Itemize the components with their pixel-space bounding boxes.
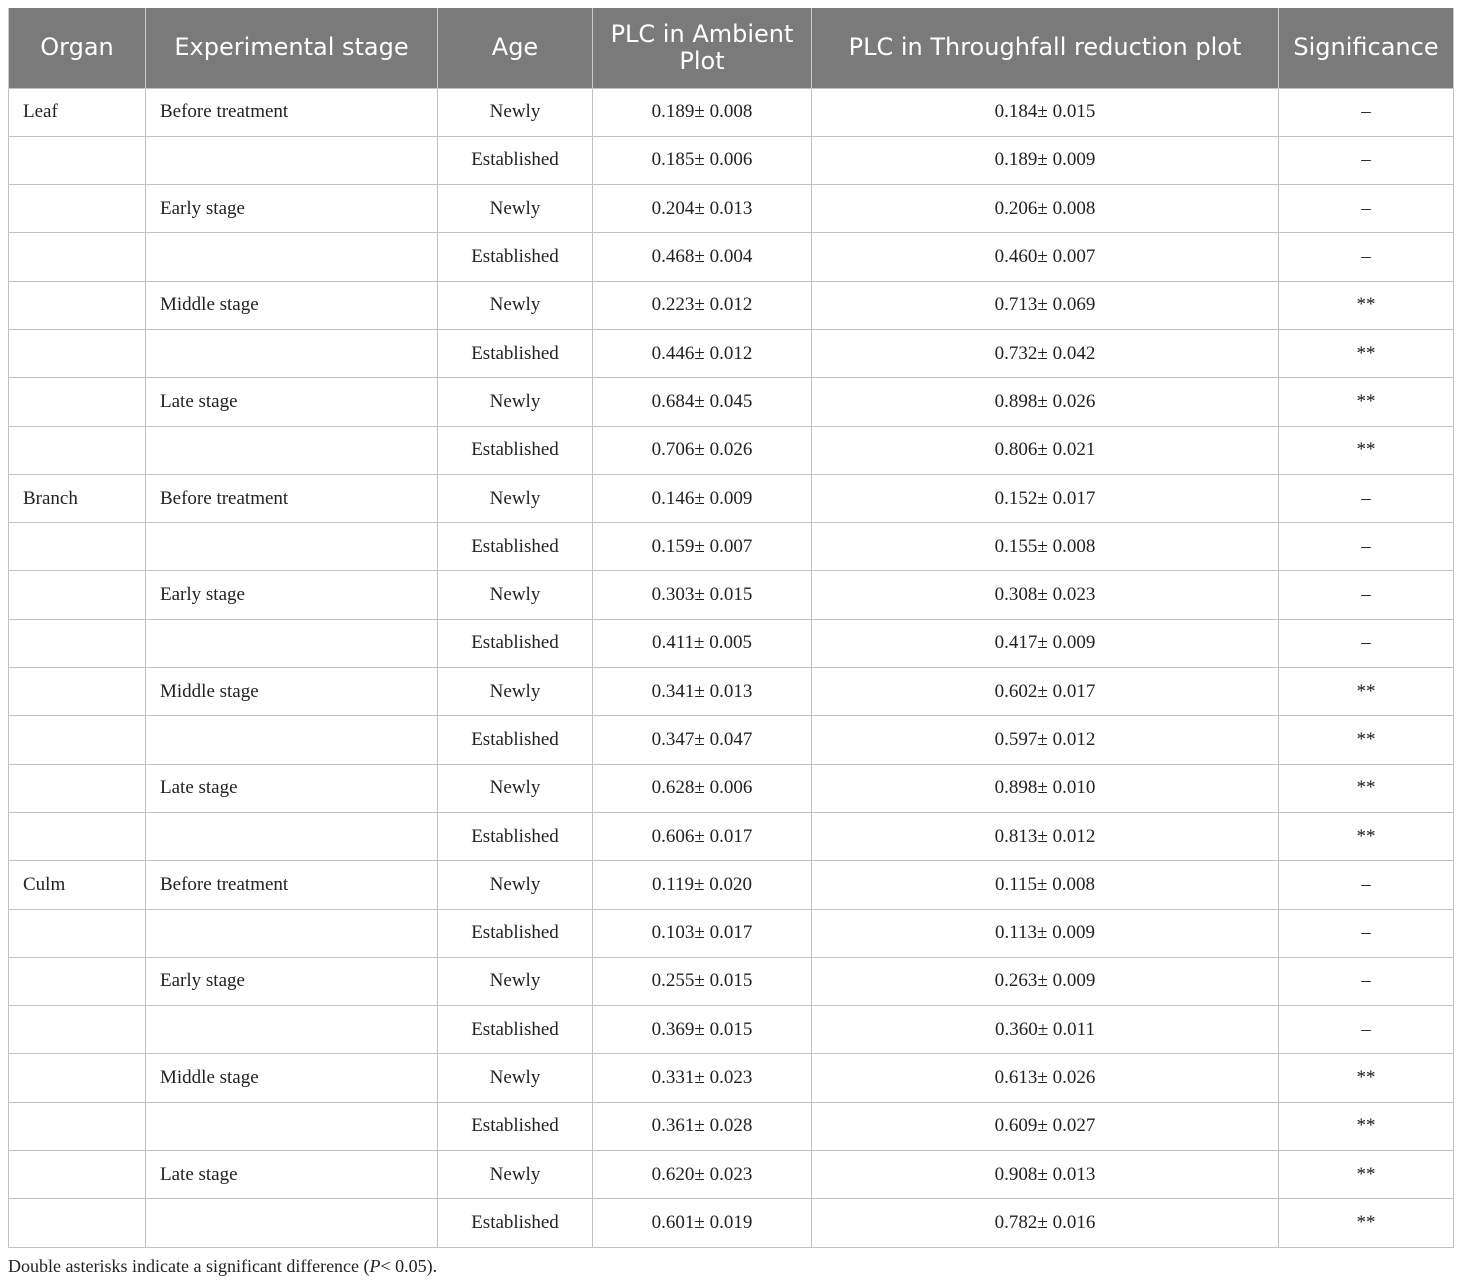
cell-age: Established xyxy=(438,136,593,184)
cell-plc-ambient: 0.146± 0.009 xyxy=(593,474,812,522)
cell-age: Established xyxy=(438,716,593,764)
cell-significance: ** xyxy=(1279,668,1454,716)
cell-significance: ** xyxy=(1279,1151,1454,1199)
cell-plc-throughfall: 0.152± 0.017 xyxy=(812,474,1279,522)
table-row xyxy=(9,281,1454,329)
cell-plc-throughfall: 0.806± 0.021 xyxy=(812,426,1279,474)
cell-experimental-stage: Before treatment xyxy=(146,474,438,522)
cell-experimental-stage: Before treatment xyxy=(146,88,438,136)
cell-experimental-stage xyxy=(146,426,438,474)
table-row xyxy=(9,716,1454,764)
footnote-text-end: < 0.05). xyxy=(380,1256,438,1276)
cell-plc-throughfall: 0.613± 0.026 xyxy=(812,1054,1279,1102)
header-experimental-stage: Experimental stage xyxy=(146,8,438,88)
table-row xyxy=(9,185,1454,233)
table-row xyxy=(9,1006,1454,1054)
cell-plc-throughfall: 0.597± 0.012 xyxy=(812,716,1279,764)
cell-significance: – xyxy=(1279,136,1454,184)
cell-organ xyxy=(9,619,146,667)
cell-plc-throughfall: 0.782± 0.016 xyxy=(812,1199,1279,1247)
cell-significance: – xyxy=(1279,957,1454,1005)
cell-significance: ** xyxy=(1279,426,1454,474)
cell-age: Established xyxy=(438,1102,593,1150)
table-row xyxy=(9,426,1454,474)
cell-organ: Culm xyxy=(9,861,146,909)
cell-significance: – xyxy=(1279,861,1454,909)
cell-significance: – xyxy=(1279,185,1454,233)
table-row xyxy=(9,1151,1454,1199)
header-significance: Significance xyxy=(1279,8,1454,88)
cell-plc-ambient: 0.159± 0.007 xyxy=(593,523,812,571)
table-row xyxy=(9,1054,1454,1102)
plc-table xyxy=(8,8,1454,1248)
cell-plc-throughfall: 0.908± 0.013 xyxy=(812,1151,1279,1199)
cell-significance: ** xyxy=(1279,764,1454,812)
table-row xyxy=(9,764,1454,812)
header-plc-throughfall: PLC in Throughfall reduction plot xyxy=(812,8,1279,88)
cell-age: Established xyxy=(438,1006,593,1054)
cell-plc-ambient: 0.189± 0.008 xyxy=(593,88,812,136)
table-row xyxy=(9,1102,1454,1150)
cell-plc-throughfall: 0.460± 0.007 xyxy=(812,233,1279,281)
cell-experimental-stage xyxy=(146,329,438,377)
cell-age: Newly xyxy=(438,474,593,522)
cell-experimental-stage: Middle stage xyxy=(146,668,438,716)
cell-organ xyxy=(9,1006,146,1054)
cell-organ xyxy=(9,378,146,426)
cell-plc-ambient: 0.331± 0.023 xyxy=(593,1054,812,1102)
cell-plc-throughfall: 0.155± 0.008 xyxy=(812,523,1279,571)
cell-experimental-stage: Late stage xyxy=(146,378,438,426)
cell-age: Newly xyxy=(438,185,593,233)
cell-organ xyxy=(9,136,146,184)
cell-organ xyxy=(9,1102,146,1150)
cell-plc-ambient: 0.185± 0.006 xyxy=(593,136,812,184)
table-row xyxy=(9,378,1454,426)
cell-organ xyxy=(9,281,146,329)
cell-experimental-stage xyxy=(146,523,438,571)
table-row xyxy=(9,233,1454,281)
table-row xyxy=(9,474,1454,522)
cell-age: Established xyxy=(438,329,593,377)
cell-organ xyxy=(9,716,146,764)
cell-plc-ambient: 0.628± 0.006 xyxy=(593,764,812,812)
cell-organ: Leaf xyxy=(9,88,146,136)
cell-age: Established xyxy=(438,619,593,667)
cell-plc-ambient: 0.255± 0.015 xyxy=(593,957,812,1005)
cell-plc-throughfall: 0.189± 0.009 xyxy=(812,136,1279,184)
cell-significance: ** xyxy=(1279,1054,1454,1102)
cell-plc-throughfall: 0.898± 0.026 xyxy=(812,378,1279,426)
cell-experimental-stage xyxy=(146,1102,438,1150)
cell-organ xyxy=(9,668,146,716)
cell-experimental-stage xyxy=(146,619,438,667)
cell-plc-throughfall: 0.113± 0.009 xyxy=(812,909,1279,957)
cell-experimental-stage: Early stage xyxy=(146,185,438,233)
cell-organ xyxy=(9,764,146,812)
table-row xyxy=(9,909,1454,957)
table-footnote xyxy=(8,1256,437,1277)
cell-plc-throughfall: 0.184± 0.015 xyxy=(812,88,1279,136)
cell-plc-ambient: 0.103± 0.017 xyxy=(593,909,812,957)
cell-plc-ambient: 0.468± 0.004 xyxy=(593,233,812,281)
cell-organ xyxy=(9,185,146,233)
cell-age: Established xyxy=(438,426,593,474)
cell-plc-ambient: 0.347± 0.047 xyxy=(593,716,812,764)
cell-significance: – xyxy=(1279,88,1454,136)
table-row xyxy=(9,861,1454,909)
footnote-p-italic: P xyxy=(369,1256,381,1276)
cell-significance: – xyxy=(1279,1006,1454,1054)
cell-organ xyxy=(9,571,146,619)
cell-plc-ambient: 0.223± 0.012 xyxy=(593,281,812,329)
cell-significance: – xyxy=(1279,909,1454,957)
cell-plc-ambient: 0.601± 0.019 xyxy=(593,1199,812,1247)
table-row xyxy=(9,571,1454,619)
cell-experimental-stage xyxy=(146,136,438,184)
cell-plc-throughfall: 0.713± 0.069 xyxy=(812,281,1279,329)
cell-organ xyxy=(9,957,146,1005)
cell-plc-ambient: 0.303± 0.015 xyxy=(593,571,812,619)
cell-significance: – xyxy=(1279,233,1454,281)
cell-significance: ** xyxy=(1279,378,1454,426)
cell-plc-ambient: 0.706± 0.026 xyxy=(593,426,812,474)
cell-age: Newly xyxy=(438,764,593,812)
cell-significance: – xyxy=(1279,474,1454,522)
table-row xyxy=(9,619,1454,667)
cell-organ xyxy=(9,1199,146,1247)
cell-significance: ** xyxy=(1279,1199,1454,1247)
cell-age: Newly xyxy=(438,378,593,426)
cell-experimental-stage: Before treatment xyxy=(146,861,438,909)
table-header xyxy=(9,8,1454,88)
cell-organ xyxy=(9,233,146,281)
cell-age: Newly xyxy=(438,1151,593,1199)
cell-plc-throughfall: 0.263± 0.009 xyxy=(812,957,1279,1005)
table-row xyxy=(9,1199,1454,1247)
cell-age: Newly xyxy=(438,571,593,619)
cell-age: Established xyxy=(438,233,593,281)
cell-plc-throughfall: 0.360± 0.011 xyxy=(812,1006,1279,1054)
cell-plc-throughfall: 0.308± 0.023 xyxy=(812,571,1279,619)
table-row xyxy=(9,668,1454,716)
cell-age: Newly xyxy=(438,861,593,909)
cell-significance: – xyxy=(1279,619,1454,667)
cell-significance: ** xyxy=(1279,1102,1454,1150)
cell-age: Established xyxy=(438,812,593,860)
cell-plc-ambient: 0.620± 0.023 xyxy=(593,1151,812,1199)
cell-age: Newly xyxy=(438,1054,593,1102)
cell-experimental-stage: Late stage xyxy=(146,1151,438,1199)
table-row xyxy=(9,957,1454,1005)
cell-age: Newly xyxy=(438,668,593,716)
table-row xyxy=(9,136,1454,184)
cell-experimental-stage: Early stage xyxy=(146,957,438,1005)
cell-plc-throughfall: 0.602± 0.017 xyxy=(812,668,1279,716)
cell-plc-ambient: 0.606± 0.017 xyxy=(593,812,812,860)
cell-plc-throughfall: 0.609± 0.027 xyxy=(812,1102,1279,1150)
table-body xyxy=(9,88,1454,1247)
cell-significance: ** xyxy=(1279,281,1454,329)
table-row xyxy=(9,88,1454,136)
table-row xyxy=(9,812,1454,860)
footnote-text: Double asterisks indicate a significant difference ( xyxy=(8,1256,370,1276)
cell-significance: ** xyxy=(1279,329,1454,377)
cell-plc-throughfall: 0.115± 0.008 xyxy=(812,861,1279,909)
cell-experimental-stage xyxy=(146,812,438,860)
cell-age: Newly xyxy=(438,88,593,136)
cell-significance: ** xyxy=(1279,812,1454,860)
data-table-container xyxy=(8,8,1453,1248)
cell-experimental-stage: Early stage xyxy=(146,571,438,619)
cell-organ xyxy=(9,909,146,957)
cell-plc-ambient: 0.341± 0.013 xyxy=(593,668,812,716)
cell-organ xyxy=(9,523,146,571)
cell-experimental-stage: Middle stage xyxy=(146,281,438,329)
cell-organ xyxy=(9,329,146,377)
cell-experimental-stage: Middle stage xyxy=(146,1054,438,1102)
cell-experimental-stage xyxy=(146,1006,438,1054)
cell-plc-ambient: 0.119± 0.020 xyxy=(593,861,812,909)
header-row xyxy=(9,8,1454,88)
table-row xyxy=(9,523,1454,571)
header-age: Age xyxy=(438,8,593,88)
cell-significance: ** xyxy=(1279,716,1454,764)
cell-organ xyxy=(9,812,146,860)
header-plc-ambient: PLC in Ambient Plot xyxy=(593,8,812,88)
cell-plc-throughfall: 0.417± 0.009 xyxy=(812,619,1279,667)
cell-plc-ambient: 0.446± 0.012 xyxy=(593,329,812,377)
cell-plc-ambient: 0.369± 0.015 xyxy=(593,1006,812,1054)
cell-plc-ambient: 0.204± 0.013 xyxy=(593,185,812,233)
cell-plc-throughfall: 0.206± 0.008 xyxy=(812,185,1279,233)
cell-age: Established xyxy=(438,909,593,957)
cell-plc-ambient: 0.684± 0.045 xyxy=(593,378,812,426)
cell-age: Newly xyxy=(438,957,593,1005)
cell-experimental-stage xyxy=(146,909,438,957)
cell-plc-throughfall: 0.898± 0.010 xyxy=(812,764,1279,812)
cell-plc-ambient: 0.411± 0.005 xyxy=(593,619,812,667)
cell-experimental-stage xyxy=(146,716,438,764)
cell-age: Established xyxy=(438,1199,593,1247)
cell-organ xyxy=(9,1054,146,1102)
cell-experimental-stage xyxy=(146,1199,438,1247)
header-organ: Organ xyxy=(9,8,146,88)
cell-organ xyxy=(9,1151,146,1199)
cell-plc-ambient: 0.361± 0.028 xyxy=(593,1102,812,1150)
cell-experimental-stage xyxy=(146,233,438,281)
cell-significance: – xyxy=(1279,523,1454,571)
table-row xyxy=(9,329,1454,377)
cell-experimental-stage: Late stage xyxy=(146,764,438,812)
cell-organ: Branch xyxy=(9,474,146,522)
cell-plc-throughfall: 0.732± 0.042 xyxy=(812,329,1279,377)
cell-age: Newly xyxy=(438,281,593,329)
cell-organ xyxy=(9,426,146,474)
cell-age: Established xyxy=(438,523,593,571)
cell-significance: – xyxy=(1279,571,1454,619)
cell-plc-throughfall: 0.813± 0.012 xyxy=(812,812,1279,860)
